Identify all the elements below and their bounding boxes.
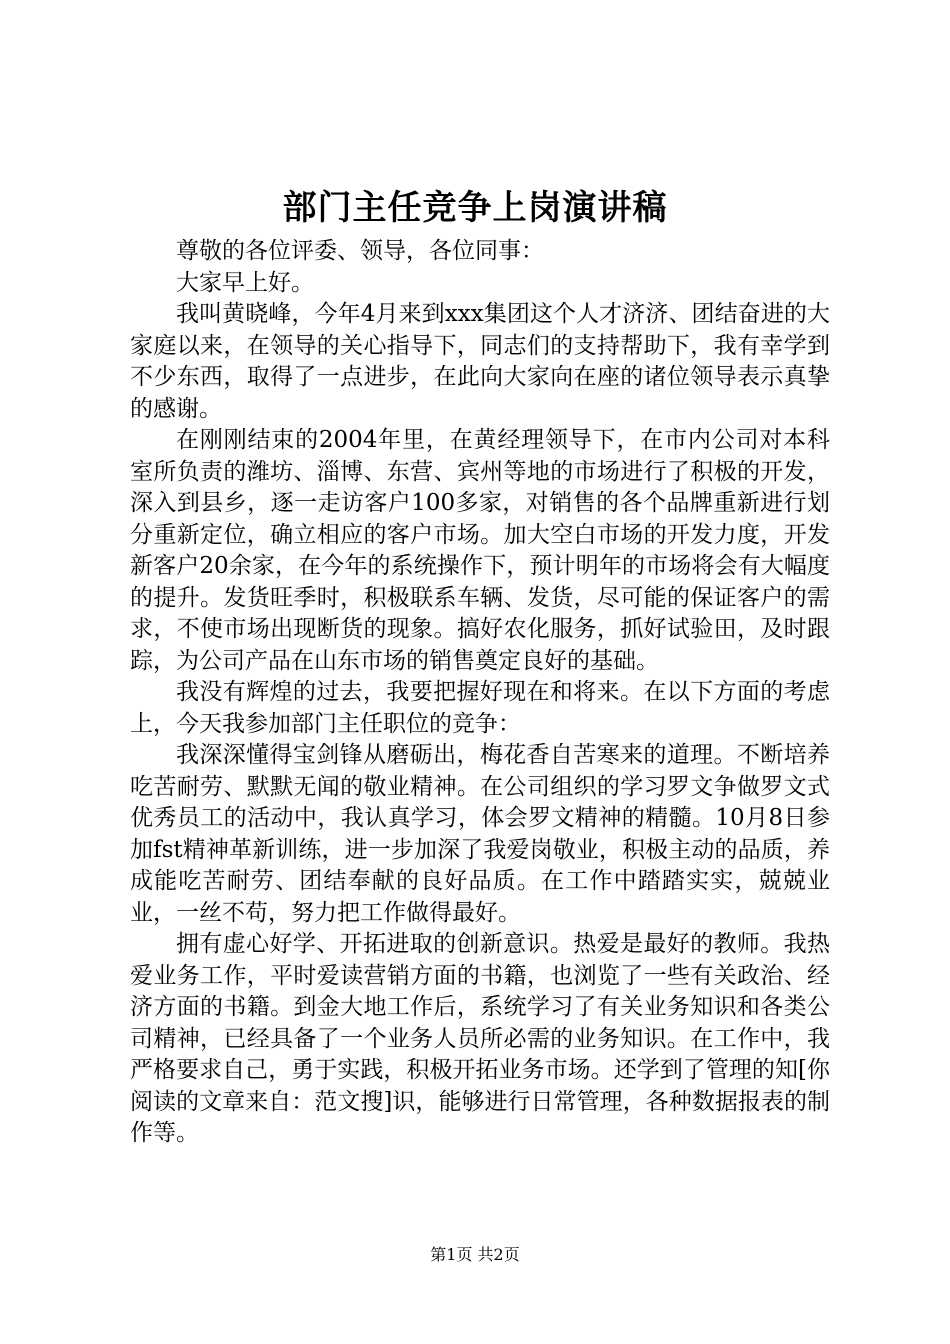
paragraph-introduction: 我叫黄晓峰，今年4月来到xxx集团这个人才济济、团结奋进的大家庭以来，在领导的关心指导下，同志们的支持帮助下，我有幸学到不少东西，取得了一点进步，在此向大家向在座的诸位领导表示真挚的感谢。 — [130, 301, 830, 422]
paragraph-salutation: 尊敬的各位评委、领导，各位同事： — [176, 238, 544, 264]
paragraph-work-review: 在刚刚结束的2004年里，在黄经理领导下，在市内公司对本科室所负责的潍坊、淄博、东营、宾州等地的市场进行了积极的开发，深入到县乡，逐一走访客户100多家，对销售的各个品牌重新进行划分重新定位，确立相应的客户市场。加大空白市场的开发力度，开发新客户20余家，在今年的系统操作下，预计明年的市场将会有大幅度的提升。发货旺季时，积极联系车辆、发货，尽可能的保证客户的需求，不使市场出现断货的现象。搞好农化服务，抓好试验田，及时跟踪，为公司产品在山东市场的销售奠定良好的基础。 — [130, 427, 830, 674]
paragraph-learning: 拥有虚心好学、开拓进取的创新意识。热爱是最好的教师。我热爱业务工作，平时爱读营销方面的书籍，也浏览了一些有关政治、经济方面的书籍。到金大地工作后，系统学习了有关业务知识和各类公司精神，已经具备了一个业务人员所必需的业务知识。在工作中，我严格要求自己，勇于实践，积极开拓业务市场。还学到了管理的知[你阅读的文章来自：范文搜]识，能够进行日常管理，各种数据报表的制作等。 — [130, 931, 830, 1146]
paragraph-dedication: 我深深懂得宝剑锋从磨砺出，梅花香自苦寒来的道理。不断培养吃苦耐劳、默默无闻的敬业精神。在公司组织的学习罗文争做罗文式优秀员工的活动中，我认真学习，体会罗文精神的精髓。10月8日参加fst精神革新训练，进一步加深了我爱岗敬业，积极主动的品质，养成能吃苦耐劳、团结奉献的良好品质。在工作中踏踏实实，兢兢业业，一丝不苟，努力把工作做得最好。 — [130, 742, 830, 926]
page-number-footer: 第1页 共2页 — [430, 1245, 520, 1264]
paragraph-greeting: 大家早上好。 — [176, 269, 314, 296]
document-body — [130, 236, 830, 1150]
document-title: 部门主任竞争上岗演讲稿 — [282, 188, 668, 228]
paragraph-motivation: 我没有辉煌的过去，我要把握好现在和将来。在以下方面的考虑上，今天我参加部门主任职位的竞争： — [130, 679, 830, 737]
